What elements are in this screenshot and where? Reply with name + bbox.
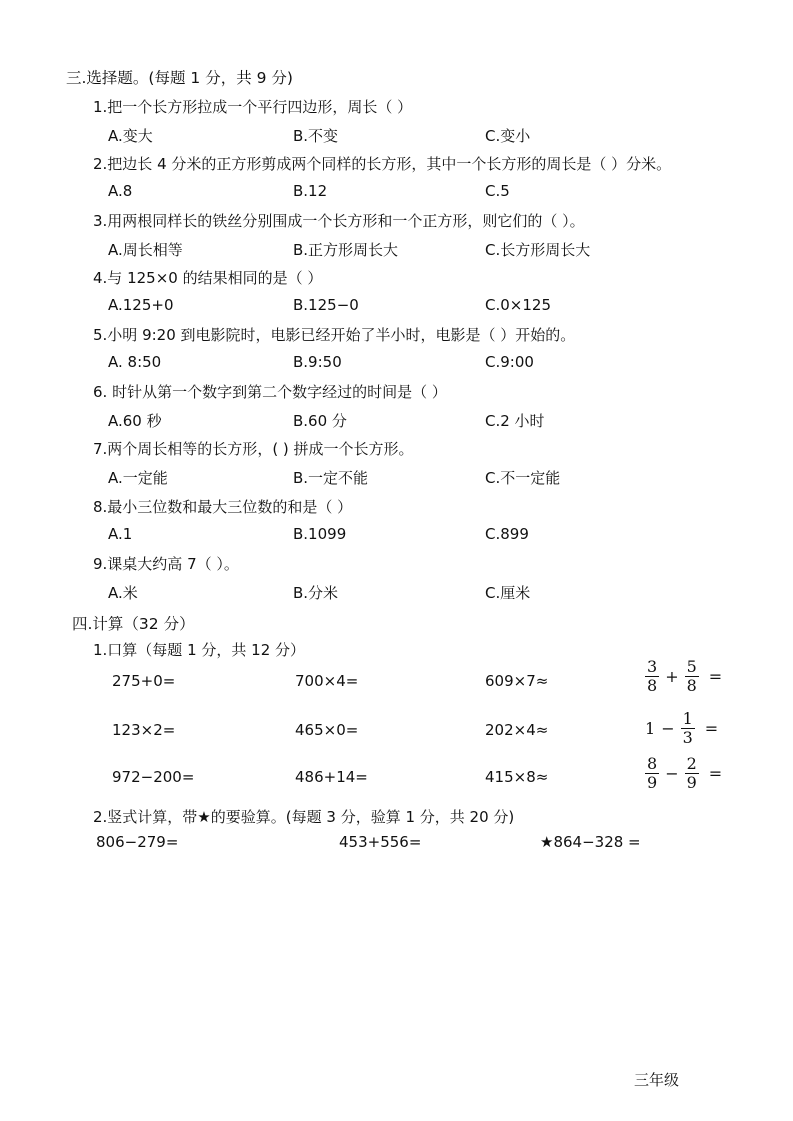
answer-option: C.9:00 [485,353,534,371]
answer-option: A.60 秒 [108,412,162,430]
grade-label: 三年级 [634,1071,680,1089]
numerator: 2 [686,754,697,773]
oral-calc-title: 1.口算（每题 1 分，共 12 分） [93,641,306,659]
answer-option: A.125+0 [108,296,174,314]
answer-option: A.变大 [108,127,153,145]
answer-option: B.12 [293,182,328,200]
question-text: 6. 时针从第一个数字到第二个数字经过的时间是（ ） [93,383,447,401]
oral-item: 123×2= [112,721,176,739]
denominator: 8 [686,676,697,695]
fraction [685,658,699,695]
answer-option: B.125−0 [293,296,359,314]
numerator: 3 [647,657,658,676]
oral-item: 202×4≈ [485,721,549,739]
answer-option: C.899 [485,525,529,543]
oral-item: 609×7≈ [485,672,549,690]
section-3-title: 三.选择题。(每题 1 分，共 9 分) [66,69,293,87]
answer-option: A.8 [108,182,133,200]
denominator: 8 [647,676,658,695]
question-text: 9.课桌大约高 7（ ）。 [93,555,239,573]
oral-item: 972−200= [112,768,195,786]
vertical-calc-item: ★864−328 = [540,833,641,851]
denominator: 9 [686,773,697,792]
question-text: 4.与 125×0 的结果相同的是（ ） [93,269,323,287]
fraction-expression [645,755,722,792]
fraction [681,710,695,747]
oral-item: 415×8≈ [485,768,549,786]
operator: − [665,764,679,783]
question-text: 7.两个周长相等的长方形，( ) 拼成一个长方形。 [93,440,414,458]
oral-item: 700×4= [295,672,359,690]
fraction [645,755,659,792]
denominator: 9 [647,773,658,792]
equals-sign: = [708,667,723,686]
answer-option: A.一定能 [108,469,168,487]
oral-item: 486+14= [295,768,368,786]
fraction [645,658,659,695]
answer-option: A.米 [108,584,138,602]
fraction-expression [645,658,722,695]
oral-item: 275+0= [112,672,176,690]
answer-option: A.1 [108,525,133,543]
vertical-calc-item: 453+556= [339,833,422,851]
numerator: 5 [686,657,697,676]
vertical-calc-item: 806−279= [96,833,179,851]
answer-option: C.长方形周长大 [485,241,591,259]
section-4-title: 四.计算（32 分） [72,615,195,633]
answer-option: B.一定不能 [293,469,369,487]
answer-option: C.不一定能 [485,469,561,487]
answer-option: B.不变 [293,127,339,145]
question-text: 5.小明 9:20 到电影院时，电影已经开始了半小时，电影是（ ）开始的。 [93,326,576,344]
question-text: 2.把边长 4 分米的正方形剪成两个同样的长方形，其中一个长方形的周长是（ ）分米。 [93,155,672,173]
answer-option: C.2 小时 [485,412,545,430]
whole-number: 1 [645,719,656,738]
numerator: 8 [647,754,658,773]
equals-sign: = [704,719,719,738]
oral-item: 465×0= [295,721,359,739]
numerator: 1 [682,709,693,728]
answer-option: B.分米 [293,584,339,602]
answer-option: B.9:50 [293,353,342,371]
answer-option: C.厘米 [485,584,531,602]
denominator: 3 [682,728,693,747]
question-text: 8.最小三位数和最大三位数的和是（ ） [93,498,353,516]
question-text: 3.用两根同样长的铁丝分别围成一个长方形和一个正方形，则它们的（ ）。 [93,212,585,230]
equals-sign: = [708,764,723,783]
vertical-calc-title: 2.竖式计算，带★的要验算。(每题 3 分，验算 1 分，共 20 分) [93,808,515,826]
fraction [685,755,699,792]
answer-option: B.60 分 [293,412,347,430]
answer-option: C.变小 [485,127,531,145]
question-text: 1.把一个长方形拉成一个平行四边形，周长（ ） [93,98,413,116]
operator: + [665,667,679,686]
answer-option: C.0×125 [485,296,551,314]
answer-option: A.周长相等 [108,241,183,259]
operator: − [661,719,675,738]
fraction-expression [645,710,718,747]
answer-option: C.5 [485,182,510,200]
answer-option: A. 8:50 [108,353,162,371]
answer-option: B.1099 [293,525,347,543]
answer-option: B.正方形周长大 [293,241,399,259]
